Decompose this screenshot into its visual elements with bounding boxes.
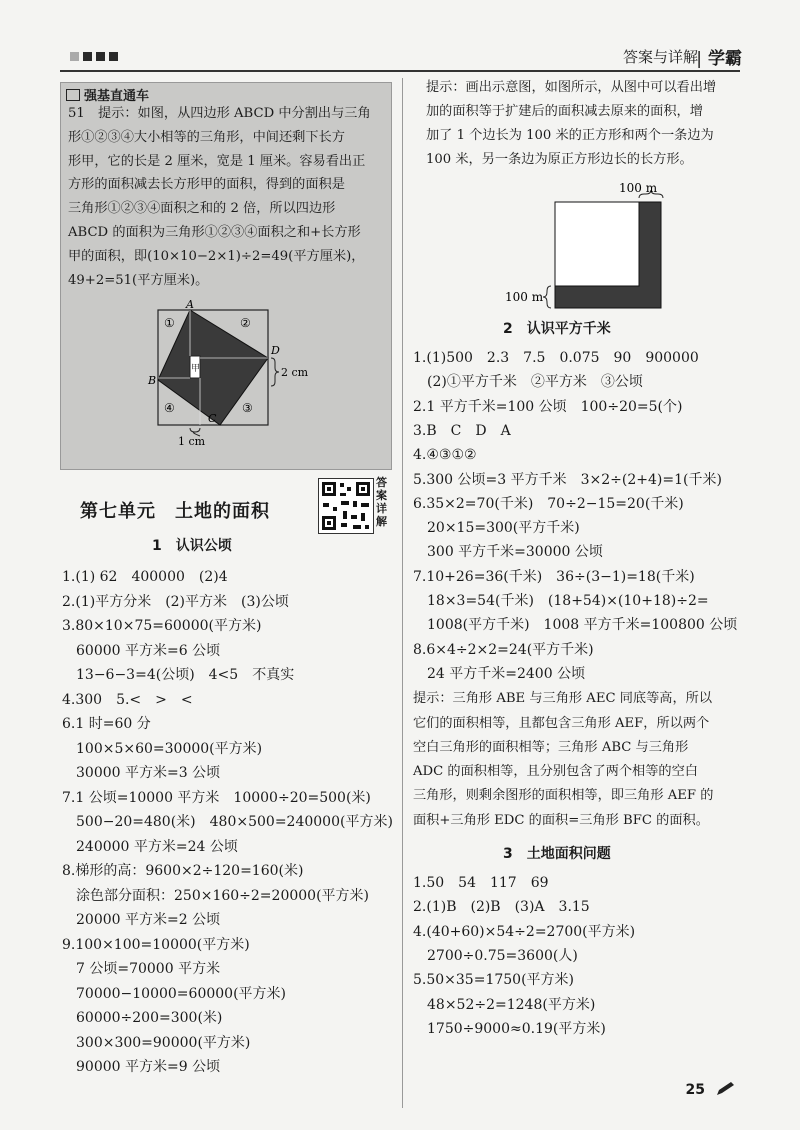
answer-line: 甲的面积，即(10×10−2×1)÷2=49(平方厘米)， xyxy=(68,248,365,264)
section-title: 3 土地面积问题 xyxy=(503,846,611,862)
answer-line: 7.10+26=36(千米) 36÷(3−1)=18(千米) xyxy=(413,568,695,585)
label-jia: 甲 xyxy=(191,364,201,374)
answer-line: 形甲，它的长是 2 厘米，宽是 1 厘米。容易看出正 xyxy=(68,153,366,169)
answer-line: 30000 平方米=3 公顷 xyxy=(62,765,221,781)
answer-line: 240000 平方米=24 公顷 xyxy=(62,838,238,855)
answer-line: 60000÷200=300(米) xyxy=(62,1010,223,1026)
label-C: C xyxy=(208,412,217,425)
answer-line: 9.100×100=10000(平方米) xyxy=(62,936,250,953)
dim-width: 1 cm xyxy=(178,435,206,448)
answer-line: 1.(1) 62 400000 (2)4 xyxy=(62,569,228,585)
label-D: D xyxy=(271,344,280,357)
answer-line: 51 提示：如图，从四边形 ABCD 中分割出与三角 xyxy=(68,106,371,121)
answer-line: 20000 平方米=2 公顷 xyxy=(62,912,221,928)
answer-line: 100 米，另一条边为原正方形边长的长方形。 xyxy=(426,152,693,167)
qr-code-icon[interactable] xyxy=(318,478,374,534)
label-3: ③ xyxy=(242,401,253,415)
answer-line: 4.300 5.< > < xyxy=(62,691,193,708)
answer-line: 2.(1)平方分米 (2)平方米 (3)公顷 xyxy=(62,593,289,610)
answer-line: 1.(1)500 2.3 7.5 0.075 90 900000 xyxy=(413,350,699,366)
answer-line: 3.80×10×75=60000(平方米) xyxy=(62,618,262,634)
answer-line: 5.300 公顷=3 平方千米 3×2÷(2+4)=1(千米) xyxy=(413,471,722,488)
unit-title: 第七单元 土地的面积 xyxy=(80,501,270,522)
answer-line: 60000 平方米=6 公顷 xyxy=(62,642,221,659)
answer-line: 500−20=480(米) 480×500=240000(平方米) xyxy=(62,814,393,830)
qr-caption: 答案详解 xyxy=(376,476,387,528)
answer-line: ABCD 的面积为三角形①②③④面积之和+长方形 xyxy=(68,225,361,240)
label-4: ④ xyxy=(164,401,175,415)
answer-line: 3.B C D A xyxy=(413,422,511,439)
column-divider xyxy=(402,78,403,1108)
answer-line: 18×3=54(千米) (18+54)×(10+18)÷2= xyxy=(413,593,709,609)
label-A: A xyxy=(186,298,194,311)
answer-line: 2.(1)B (2)B (3)A 3.15 xyxy=(413,899,590,916)
header-title: 答案与详解 xyxy=(622,48,698,66)
answer-line: 20×15=300(平方千米) xyxy=(413,520,580,537)
answer-line: 1.50 54 117 69 xyxy=(413,875,549,891)
answer-line: 2.1 平方千米=100 公顷 100÷20=5(个) xyxy=(413,398,683,415)
answer-line: 4.④③①② xyxy=(413,447,477,464)
answer-line: 49+2=51(平方厘米)。 xyxy=(68,272,209,288)
label-B: B xyxy=(148,374,157,387)
label-1: ① xyxy=(164,316,175,330)
answer-line: 13−6−3=4(公顷) 4<5 不真实 xyxy=(62,667,295,683)
answer-line: 8.6×4÷2×2=24(平方千米) xyxy=(413,641,594,658)
answer-line: 8.梯形的高：9600×2÷120=160(米) xyxy=(62,863,304,879)
answer-line: 三角形，则剩余图形的面积相等，即三角形 AEF 的 xyxy=(413,788,714,804)
answer-line: 空白三角形的面积相等；三角形 ABC 与三角形 xyxy=(413,739,689,755)
answer-line: 加的面积等于扩建后的面积减去原来的面积，增 xyxy=(426,104,703,119)
label-2: ② xyxy=(240,316,251,330)
header-rule xyxy=(60,70,740,72)
answer-line: 70000−10000=60000(平方米) xyxy=(62,985,286,1002)
answer-line: 2700÷0.75=3600(人) xyxy=(413,947,578,964)
answer-line: 48×52÷2=1248(平方米) xyxy=(413,996,596,1013)
answer-line: 提示：画出示意图，如图所示，从图中可以看出增 xyxy=(426,80,717,95)
answer-line: 300×300=90000(平方米) xyxy=(62,1034,251,1051)
top-dimension-label: 100 m xyxy=(619,181,658,195)
page-number: 25 xyxy=(685,1082,705,1098)
answer-line: 90000 平方米=9 公顷 xyxy=(62,1059,221,1075)
answer-line: 方形的面积减去长方形甲的面积，得到的面积是 xyxy=(68,177,345,193)
answer-line: 4.(40+60)×54÷2=2700(平方米) xyxy=(413,923,636,940)
answer-line: 加了 1 个边长为 100 米的正方形和两个一条边为 xyxy=(426,128,714,143)
header-brand: | 学霸 xyxy=(696,44,742,69)
answer-line: 面积+三角形 EDC 的面积=三角形 BFC 的面积。 xyxy=(413,812,709,828)
answer-line: 6.1 时=60 分 xyxy=(62,716,151,732)
answer-line: 7 公顷=70000 平方米 xyxy=(62,961,221,977)
header-decoration xyxy=(70,52,118,61)
answer-line: 形①②③④大小相等的三角形，中间还剩下长方 xyxy=(68,129,345,145)
section-title: 1 认识公顷 xyxy=(152,538,232,554)
answer-line: 300 平方千米=30000 公顷 xyxy=(413,544,603,561)
pencil-icon xyxy=(714,1080,736,1098)
answer-line: 6.35×2=70(千米) 70÷2−15=20(千米) xyxy=(413,495,684,512)
answer-line: 提示：三角形 ABE 与三角形 AEC 同底等高，所以 xyxy=(413,691,713,707)
answer-line: 三角形①②③④面积之和的 2 倍，所以四边形 xyxy=(68,201,336,217)
answer-line: 100×5×60=30000(平方米) xyxy=(62,740,263,757)
dim-height: 2 cm xyxy=(281,366,309,379)
answer-line: 7.1 公顷=10000 平方米 10000÷20=500(米) xyxy=(62,789,371,806)
square-expansion-figure xyxy=(505,180,685,315)
section-title: 2 认识平方千米 xyxy=(503,321,611,337)
hint-box-title-text: 强基直通车 xyxy=(84,89,150,104)
book-icon xyxy=(66,89,80,101)
left-dimension-label: 100 m xyxy=(505,290,544,304)
quadrilateral-figure xyxy=(150,300,350,450)
answer-line: 它们的面积相等，且都包含三角形 AEF，所以两个 xyxy=(413,715,710,731)
answer-line: (2)①平方千米 ②平方米 ③公顷 xyxy=(413,374,643,391)
answer-line: 24 平方千米=2400 公顷 xyxy=(413,665,586,682)
answer-line: 涂色部分面积：250×160÷2=20000(平方米) xyxy=(62,887,370,904)
answer-line: ADC 的面积相等，且分别包含了两个相等的空白 xyxy=(413,764,698,780)
answer-line: 5.50×35=1750(平方米) xyxy=(413,972,574,989)
answer-line: 1008(平方千米) 1008 平方千米=100800 公顷 xyxy=(413,617,738,634)
answer-line: 1750÷9000≈0.19(平方米) xyxy=(413,1020,606,1037)
